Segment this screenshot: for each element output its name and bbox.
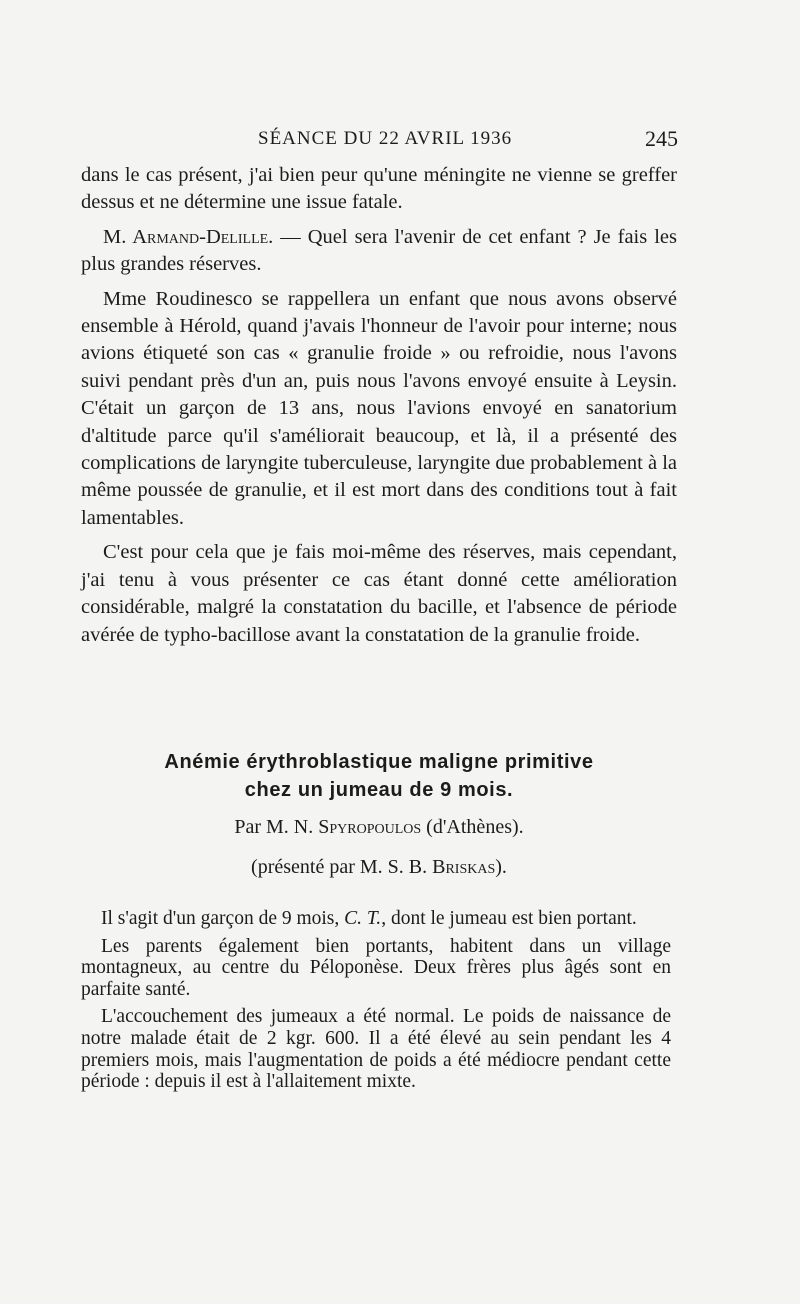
paragraph [81, 908, 671, 930]
article-title-line: Anémie érythroblastique maligne primitive [164, 751, 594, 773]
paragraph: L'accouchement des jumeaux a été normal. Le poids de naissance de notre malade était de 2 kgr. 600. Il a été élevé au sein pendant les 4 premiers mois, mais l'augmentation de poids a été médiocre pendant cette période : depuis il est à l'allaitement mixte. [81, 1006, 671, 1093]
paragraph: Mme Roudinesco se rappellera un enfant que nous avons observé ensemble à Hérold, quand j'avais l'honneur de l'avoir pour interne; nous avions étiqueté son cas « granulie froide » ou refroidie, nous l'avons suivi pendant près d'un an, puis nous l'avons envoyé ensuite à Leysin. C'était un garçon de 13 ans, nous l'avions envoyé en sanatorium d'altitude parce qu'il s'améliorait beaucoup, et là, il a présenté des complications de laryngite tuberculeuse, laryngite due probablement à la même poussée de granulie, et il est mort dans des conditions tout à fait lamentables. [81, 287, 677, 529]
author-name: Spyropoulos [318, 816, 422, 838]
paragraph: C'est pour cela que je fais moi-même des réserves, mais cependant, j'ai tenu à vous présenter ce cas étant donné cette amélioration considérable, malgré la constatation du bacille, et l'absence de période avérée de typho-bacillose avant la constatation de la granulie froide. [81, 541, 677, 646]
author-byline [81, 816, 677, 839]
case-report-text [81, 908, 671, 1099]
patient-initials: C. T. [344, 908, 382, 929]
running-head: SÉANCE DU 22 AVRIL 1936 [258, 128, 513, 149]
discussion-text [81, 162, 677, 656]
byline-prefix: Par M. N. [234, 816, 319, 838]
presenter-byline [81, 856, 677, 879]
page-number: 245 [645, 126, 678, 151]
byline-suffix: (d'Athènes). [421, 816, 524, 838]
paragraph: Les parents également bien portants, habitent dans un village montagneux, au centre du Péloponèse. Deux frères plus âgés sont en parfaite santé. [81, 935, 671, 1000]
speaker-name: M. Armand-Delille. [103, 225, 274, 248]
page-header [258, 122, 678, 156]
text: Il s'agit d'un garçon de 9 mois, [101, 908, 345, 929]
presenter-name: Briskas [432, 856, 496, 878]
article-title-line: chez un jumeau de 9 mois. [244, 779, 514, 801]
article-title [81, 748, 677, 804]
text: , dont le jumeau est bien portant. [381, 908, 637, 929]
presenter-prefix: (présenté par M. S. B. [251, 856, 433, 878]
paragraph [81, 224, 677, 279]
paragraph: dans le cas présent, j'ai bien peur qu'une méningite ne vienne se greffer dessus et ne détermine une issue fatale. [81, 164, 677, 214]
speaker-text: — Quel sera l'avenir de cet enfant ? Je fais les plus grandes réserves. [81, 225, 677, 276]
presenter-suffix: ). [495, 856, 507, 878]
